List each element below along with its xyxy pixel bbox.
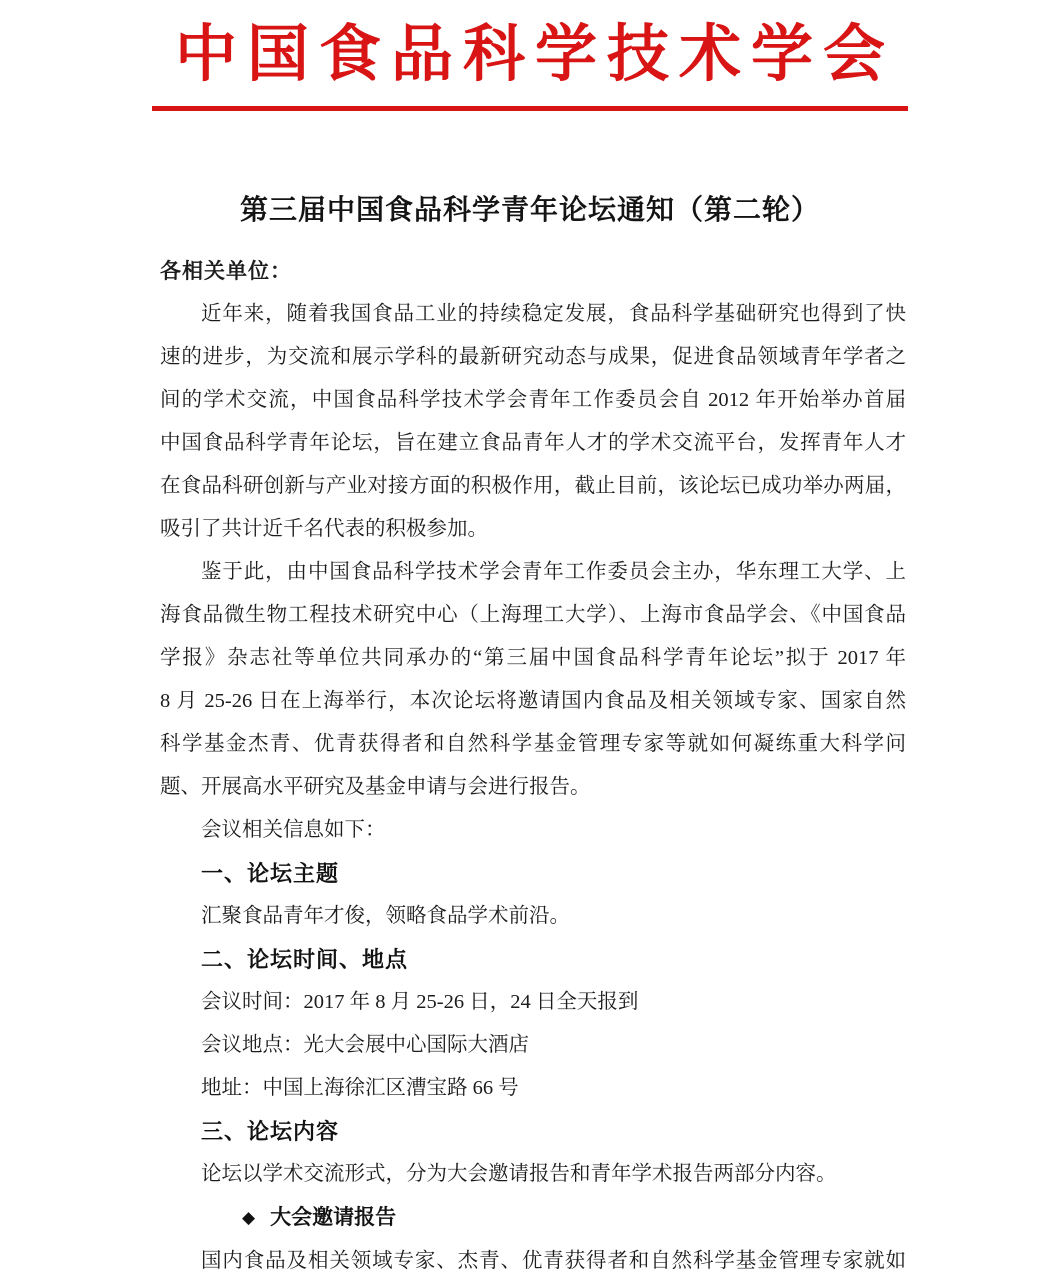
paragraph-line: 间的学术交流，中国食品科学技术学会青年工作委员会自 2012 年开始举办首届	[160, 389, 906, 411]
letterhead-divider	[152, 106, 908, 111]
paragraph-line: 论坛以学术交流形式，分为大会邀请报告和青年学术报告两部分内容。	[201, 1163, 837, 1185]
paragraph-line: 近年来，随着我国食品工业的持续稳定发展，食品科学基础研究也得到了快	[201, 303, 906, 325]
paragraph-line: 海食品微生物工程技术研究中心（上海理工大学）、上海市食品学会、《中国食品	[160, 604, 906, 626]
paragraph-line: 中国食品科学青年论坛，旨在建立食品青年人才的学术交流平台，发挥青年人才	[160, 432, 906, 454]
paragraph-line: 国内食品及相关领域专家、杰青、优青获得者和自然科学基金管理专家就如	[201, 1250, 906, 1272]
paragraph-line: 鉴于此，由中国食品科学技术学会青年工作委员会主办，华东理工大学、上	[201, 561, 906, 583]
bullet-heading-label: 大会邀请报告	[270, 1206, 397, 1229]
org-name: 中国食品科学技术学会	[174, 21, 895, 89]
paragraph-line: 在食品科研创新与产业对接方面的积极作用，截止目前，该论坛已成功举办两届，	[160, 475, 906, 497]
paragraph-line: 速的进步，为交流和展示学科的最新研究动态与成果，促进食品领域青年学者之	[160, 346, 906, 368]
paragraph-line: 科学基金杰青、优青获得者和自然科学基金管理专家等就如何凝练重大科学问	[160, 733, 906, 755]
paragraph-line: 汇聚食品青年才俊，领略食品学术前沿。	[201, 905, 570, 927]
bullet-heading	[160, 1196, 906, 1240]
salutation: 各相关单位：	[160, 259, 292, 283]
paragraph-line: 地址：中国上海徐汇区漕宝路 66 号	[201, 1077, 519, 1099]
section-heading: 三、论坛内容	[201, 1119, 340, 1144]
section-heading: 二、论坛时间、地点	[201, 947, 409, 972]
paragraph-line: 吸引了共计近千名代表的积极参加。	[160, 518, 488, 540]
paragraph-line: 题、开展高水平研究及基金申请与会进行报告。	[160, 776, 591, 798]
document-body	[160, 250, 906, 1280]
paragraph-line: 8 月 25-26 日在上海举行，本次论坛将邀请国内食品及相关领域专家、国家自然	[160, 690, 906, 712]
diamond-bullet-icon: ◆	[242, 1208, 256, 1227]
paragraph-line: 会议相关信息如下：	[201, 819, 386, 841]
paragraph-line: 会议地点：光大会展中心国际大酒店	[201, 1034, 529, 1056]
section-heading: 一、论坛主题	[201, 861, 340, 886]
paragraph-line: 学报》杂志社等单位共同承办的“第三届中国食品科学青年论坛”拟于 2017 年	[160, 647, 906, 669]
paragraph-line: 会议时间：2017 年 8 月 25-26 日，24 日全天报到	[201, 991, 639, 1013]
document-title: 第三届中国食品科学青年论坛通知（第二轮）	[239, 194, 820, 225]
